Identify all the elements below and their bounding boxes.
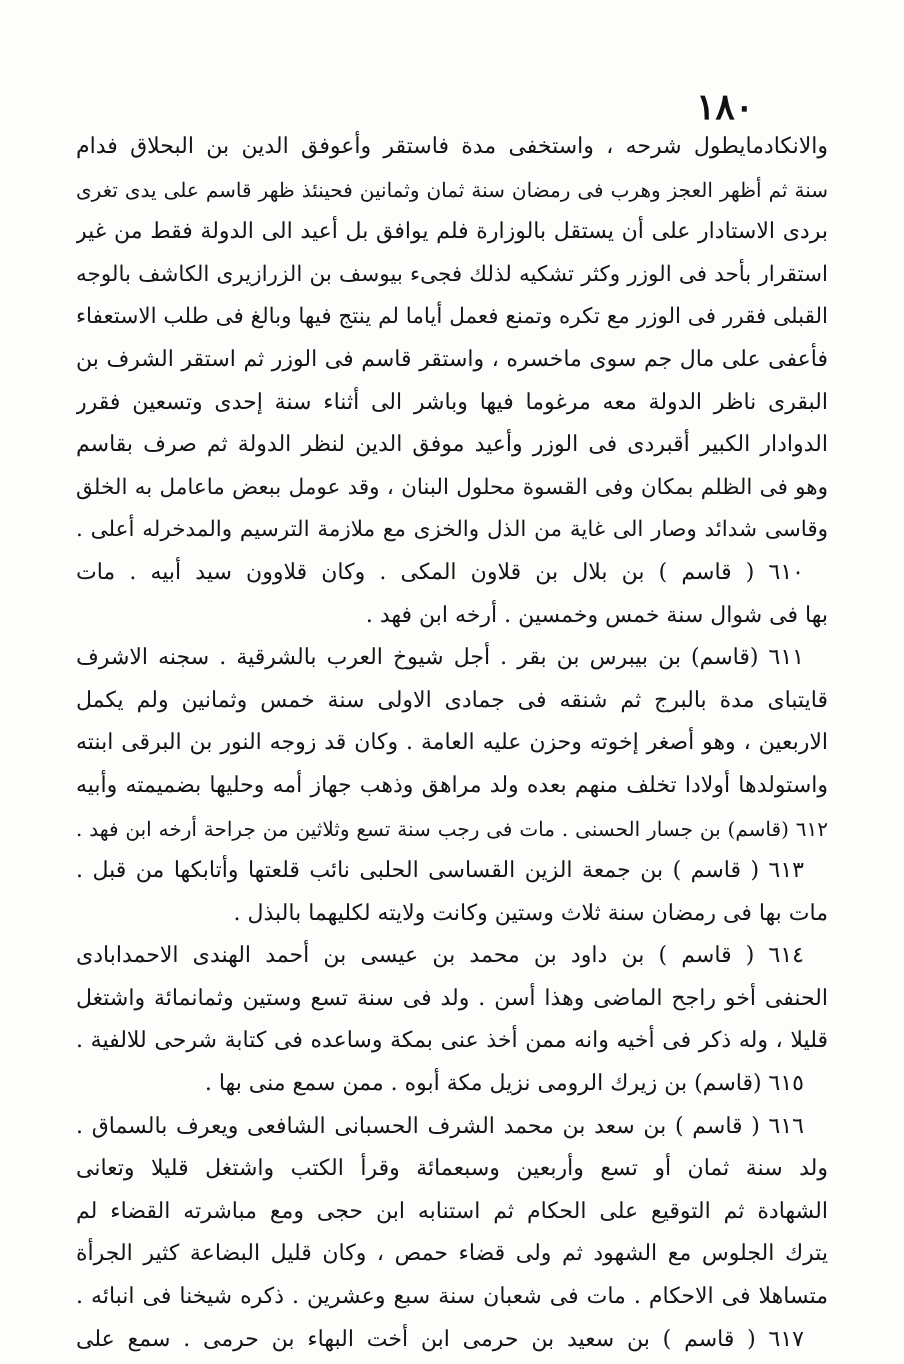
entry-heading-612: ٦١٢ (قاسم) بن جسار الحسنى . مات فى رجب سنة تسع وثلاثين من جراحة أرخه ابن فهد . <box>76 816 828 841</box>
text-line: وهو فى الظلم بمكان وفى القسوة محلول البنان ، وقد عومل ببعض ماعامل به الخلق <box>76 474 828 500</box>
page-number: ١٨٠ <box>695 86 754 128</box>
text-line: بها فى شوال سنة خمس وخمسين . أرخه ابن فهد . <box>365 602 828 628</box>
entry-heading-615: ٦١٥ (قاسم) بن زيرك الرومى نزيل مكة أبوه . ممن سمع منى بها . <box>204 1071 804 1097</box>
text-line: ولد سنة ثمان أو تسع وأربعين وسبعمائة وقرأ الكتب واشتغل قليلا وتعانى <box>76 1156 828 1182</box>
text-line: وقاسى شدائد وصار الى غاية من الذل والخزى مع ملازمة الترسيم والمدخرله أعلى . <box>76 517 828 543</box>
text-line: سنة ثم أظهر العجز وهرب فى رمضان سنة ثمان وثمانين فحينئذ ظهر قاسم على يدى تغرى <box>76 177 828 202</box>
entry-heading-613: ٦١٣ ( قاسم ) بن جمعة الزين القساسى الحلبى نائب قلعتها وأتابكها من قبل . <box>76 858 804 884</box>
text-line: بردى الاستادار على أن يستقل بالوزارة فلم يوافق بل أعيد الى الدولة فقط من غير <box>76 219 828 245</box>
text-line: متساهلا فى الاحكام . مات فى شعبان سنة سبع وعشرين . ذكره شيخنا فى انبائه . <box>76 1284 828 1310</box>
text-line: فأعفى على مال جم سوى ماخسره ، واستقر قاسم فى الوزر ثم استقر الشرف بن <box>76 346 828 372</box>
text-line: الاربعين ، وهو أصغر إخوته وحزن عليه العامة . وكان قد زوجه النور بن البرقى ابنته <box>76 730 828 756</box>
entry-heading-614: ٦١٤ ( قاسم ) بن داود بن محمد بن عيسى بن أحمد الهندى الاحمدابادى <box>76 943 804 969</box>
entry-heading-617: ٦١٧ ( قاسم ) بن سعيد بن حرمى ابن أخت البهاء بن حرمى . سمع على <box>76 1326 804 1352</box>
text-line: الشهادة ثم التوقيع على الحكام ثم استنابه ابن حجى ومع مباشرته القضاء لم <box>76 1198 828 1224</box>
text-line: البقرى ناظر الدولة معه مرغوما فيها وباشر الى أثناء سنة إحدى وتسعين فقرر <box>76 389 828 415</box>
entry-heading-611: ٦١١ (قاسم) بن بيبرس بن بقر . أجل شيوخ العرب بالشرقية . سجنه الاشرف <box>76 645 804 671</box>
text-line: استقرار بأحد فى الوزر وكثر تشكيه لذلك فجىء بيوسف بن الزرازيرى الكاشف بالوجه <box>76 261 828 287</box>
text-line: والانكادمايطول شرحه ، واستخفى مدة فاستقر وأعوفق الدين بن البحلاق فدام <box>76 134 828 159</box>
text-line: قايتباى مدة بالبرج ثم شنقه فى جمادى الاولى سنة خمس وثمانين ولم يكمل <box>76 687 828 713</box>
entry-heading-616: ٦١٦ ( قاسم ) بن سعد بن محمد الشرف الحسبانى الشافعى ويعرف بالسماق . <box>76 1113 804 1139</box>
text-line: واستولدها أولادا تخلف منهم بعده ولد مراهق وذهب جهاز أمه وحليها بضميمته وأبيه <box>76 772 828 798</box>
entry-heading-610: ٦١٠ ( قاسم ) بن بلال بن قلاون المكى . وكان قلاوون سيد أبيه . مات <box>76 559 804 585</box>
text-body <box>76 126 828 1361</box>
text-line: مات بها فى رمضان سنة ثلاث وستين وكانت ولايته لكليهما بالبذل . <box>233 900 828 926</box>
text-line: القبلى فقرر فى الوزر مع تكره وتمنع فعمل أياما لم ينتج فيها وبالغ فى طلب الاستعفاء <box>76 304 828 330</box>
text-line: يترك الجلوس مع الشهود ثم ولى قضاء حمص ، وكان قليل البضاعة كثير الجرأة <box>76 1241 828 1267</box>
text-line: الحنفى أخو راجح الماضى وهذا أسن . ولد فى سنة تسع وستين وثمانمائة واشتغل <box>76 985 828 1011</box>
text-line: الدوادار الكبير أقبردى فى الوزر وأعيد موفق الدين لنظر الدولة ثم صرف بقاسم <box>76 432 828 458</box>
text-line: قليلا ، وله ذكر فى أخيه وانه ممن أخذ عنى بمكة وساعده فى كتابة شرحى للالفية . <box>76 1028 828 1054</box>
